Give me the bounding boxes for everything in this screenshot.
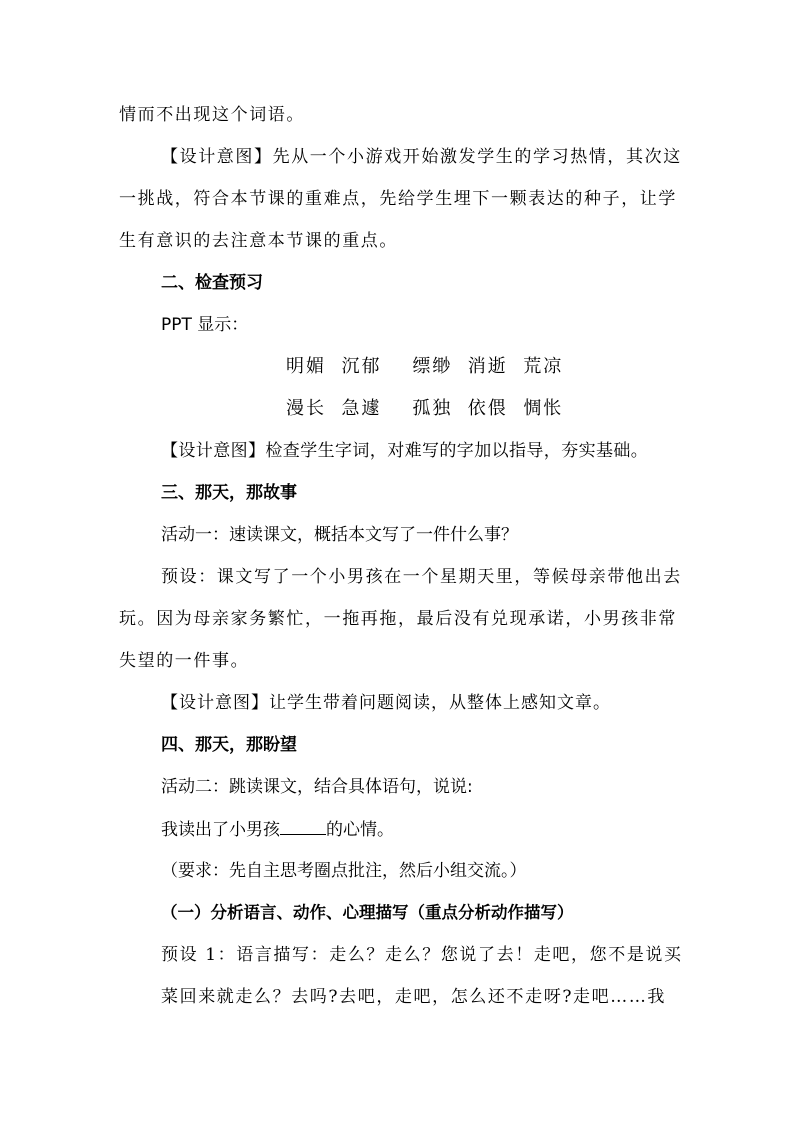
ppt-label: PPT 显示： xyxy=(161,315,249,335)
preset-line-2: 玩。因为母亲家务繁忙，一拖再拖，最后没有兑现承诺，小男孩非常 xyxy=(119,609,677,629)
design-intent-2: 【设计意图】检查学生字词，对难写的字加以指导，夯实基础。 xyxy=(161,441,649,461)
subsection-heading-1: （一）分析语言、动作、心理描写（重点分析动作描写） xyxy=(161,903,574,922)
section-heading-4: 四、那天，那盼望 xyxy=(161,735,297,755)
section-heading-3: 三、那天，那故事 xyxy=(161,483,297,503)
preset-1-line-2: 菜回来就走么？去吗?去吧，走吧，怎么还不走呀?走吧……我 xyxy=(161,987,667,1007)
design-intent-3: 【设计意图】让学生带着问题阅读，从整体上感知文章。 xyxy=(161,693,611,713)
requirement-note: （要求：先自主思考圈点批注，然后小组交流。） xyxy=(161,861,527,881)
fill-blank xyxy=(280,818,326,835)
fill-suffix: 的心情。 xyxy=(326,820,394,840)
preset-1-line-1: 预设 1：语言描写：走么？走么？您说了去！走吧，您不是说买 xyxy=(161,945,683,965)
section-heading-2: 二、检查预习 xyxy=(161,273,263,293)
preset-line-3: 失望的一件事。 xyxy=(119,651,250,671)
design-intent-1-line-3: 生有意识的去注意本节课的重点。 xyxy=(119,231,398,251)
activity-2: 活动二：跳读课文，结合具体语句，说说: xyxy=(161,777,473,797)
fill-prefix: 我读出了小男孩 xyxy=(161,820,280,840)
fill-in-sentence xyxy=(161,818,394,841)
paragraph-continuation: 情而不出现这个词语。 xyxy=(119,105,305,125)
preset-line-1: 预设：课文写了一个小男孩在一个星期天里，等候母亲带他出去 xyxy=(161,567,682,587)
design-intent-1-line-2: 一挑战，符合本节课的重难点，先给学生埋下一颗表达的种子，让学 xyxy=(119,189,677,209)
vocabulary-row-1: 明媚 沉郁 缥缈 消逝 荒凉 xyxy=(286,356,564,377)
activity-1: 活动一：速读课文，概括本文写了一件什么事？ xyxy=(161,525,518,545)
design-intent-1-line-1: 【设计意图】先从一个小游戏开始激发学生的学习热情，其次这 xyxy=(161,147,682,167)
vocabulary-row-2: 漫长 急遽 孤独 依偎 惆怅 xyxy=(286,398,564,419)
